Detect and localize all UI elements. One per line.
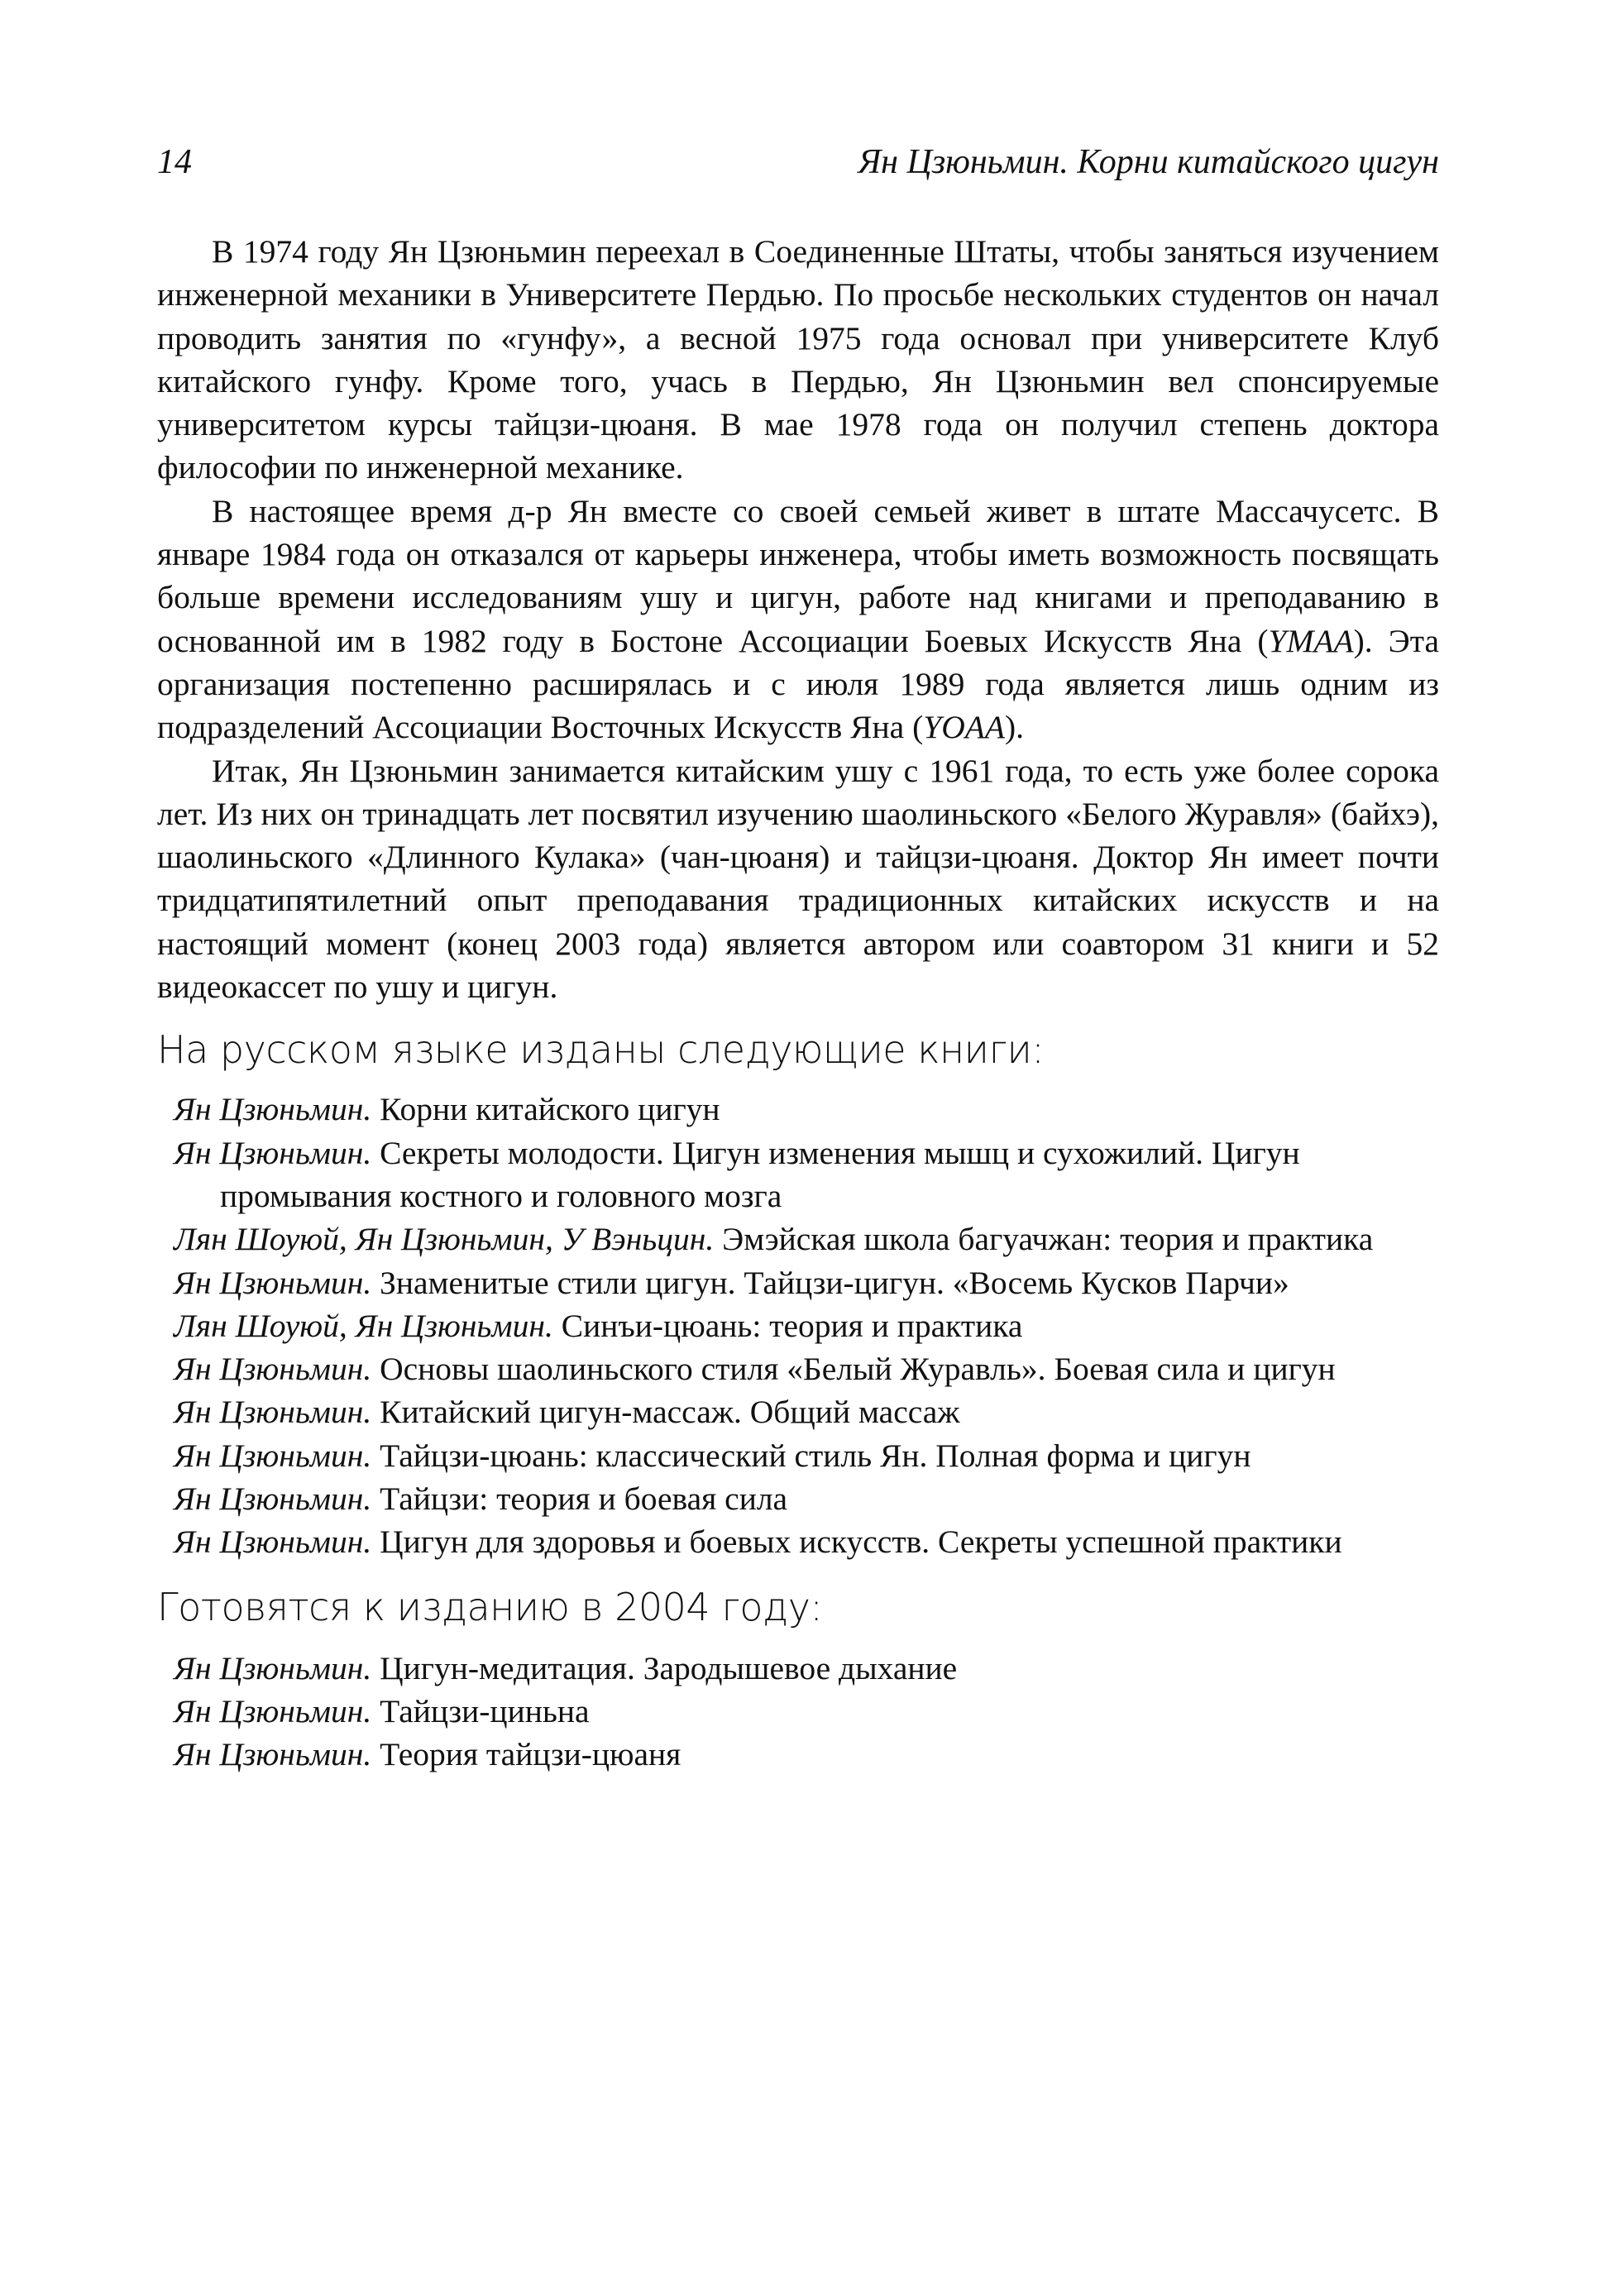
book-entry [157,1520,1439,1563]
book-entry [157,1733,1439,1776]
running-title: Ян Цзюньмин. Корни китайского цигун [858,143,1439,181]
book-entry [157,1088,1439,1131]
book-title: Основы шаолиньского стиля «Белый Журавль». Боевая сила и цигун [380,1351,1336,1388]
book-entry [157,1690,1439,1733]
published-books-heading: На русском языке изданы следующие книги: [157,1027,1045,1073]
book-entry [157,1217,1439,1260]
paragraph-2 [157,490,1439,749]
book-entry [157,1647,1439,1690]
book-entry [157,1434,1439,1477]
book-author: Ян Цзюньмин. [174,1480,372,1518]
book-author: Лян Шоуюй, Ян Цзюньмин, У Вэньцин. [174,1221,715,1258]
book-title: Знаменитые стили цигун. Тайцзи-цигун. «Восемь Кусков Парчи» [380,1264,1289,1301]
upcoming-books-list [157,1647,1439,1777]
book-author: Ян Цзюньмин. [174,1736,372,1773]
paragraph-3: Итак, Ян Цзюньмин занимается китайским ушу с 1961 года, то есть уже более сорока лет. Из них он тринадцать лет посвятил изучению шаолиньского «Белого Журавля» (байхэ), шаолиньского «Длинного Кулака» (чан-цюаня) и тайцзи-цюаня. Доктор Ян имеет почти тридцатипятилетний опыт преподавания традиционных китайских искусств и на настоящий момент (конец 2003 года) является автором или соавтором 31 книги и 52 видеокассет по ушу и цигун. [157,752,1439,1006]
page-number: 14 [157,143,192,181]
book-title: Цигун для здоровья и боевых искусств. Секреты успешной практики [380,1523,1342,1561]
book-author: Ян Цзюньмин. [174,1437,372,1474]
book-title: Китайский цигун-массаж. Общий массаж [380,1394,960,1431]
book-author: Ян Цзюньмин. [174,1264,372,1301]
abbr-ymaa: YMAA [1268,622,1354,659]
paragraph-2-text-c: ). [1004,709,1025,746]
book-title: Секреты молодости. Цигун изменения мышц и сухожилий. Цигун промывания костного и головного мозга [220,1134,1300,1214]
book-title: Тайцзи-цюань: классический стиль Ян. Полная форма и цигун [380,1437,1251,1474]
book-entry [157,1261,1439,1304]
upcoming-books-heading: Готовятся к изданию в 2004 году: [157,1584,823,1629]
book-author: Ян Цзюньмин. [174,1134,372,1171]
book-author: Ян Цзюньмин. [174,1523,372,1561]
book-title: Тайцзи: теория и боевая сила [380,1480,788,1518]
book-title: Тайцзи-циньна [380,1692,590,1729]
book-title: Синъи-цюань: теория и практика [561,1307,1023,1344]
paragraph-2-text-a: В настоящее время д-р Ян вместе со своей семьей живет в штате Массачусетс. В январе 1984 года он отказался от карьеры инженера, чтобы иметь возможность посвящать больше времени исследованиям ушу и цигун, работе над книгами и преподаванию в основанной им в 1982 году в Бостоне Ассоциации Боевых Искусств Яна ( [157,492,1439,659]
book-entry [157,1131,1439,1218]
book-entry [157,1477,1439,1520]
book-author: Ян Цзюньмин. [174,1091,372,1128]
book-title: Корни китайского цигун [380,1091,720,1128]
book-author: Ян Цзюньмин. [174,1649,372,1686]
book-entry [157,1304,1439,1347]
page-body [157,230,1439,1777]
book-title: Эмэйская школа багуачжан: теория и практика [722,1221,1374,1258]
book-author: Ян Цзюньмин. [174,1351,372,1388]
published-books-list [157,1088,1439,1563]
book-author: Лян Шоуюй, Ян Цзюньмин. [174,1307,553,1344]
abbr-yoaa: YOAA [923,709,1005,746]
book-author: Ян Цзюньмин. [174,1692,372,1729]
running-header [157,142,1439,192]
book-entry [157,1347,1439,1390]
book-title: Цигун-медитация. Зародышевое дыхание [380,1649,958,1686]
paragraph-2-text-b: ). Эта организация постепенно расширялась и с июля 1989 года является лишь одним из подразделений Ассоциации Восточных Искусств Яна ( [157,622,1439,746]
book-entry [157,1390,1439,1433]
book-title: Теория тайцзи-цюаня [380,1736,681,1773]
book-author: Ян Цзюньмин. [174,1394,372,1431]
paragraph-1: В 1974 году Ян Цзюньмин переехал в Соединенные Штаты, чтобы заняться изучением инженерной механики в Университете Пердью. По просьбе нескольких студентов он начал проводить занятия по «гунфу», а весной 1975 года основал при университете Клуб китайского гунфу. Кроме того, учась в Пердью, Ян Цзюньмин вел спонсируемые университетом курсы тайцзи-цюаня. В мае 1978 года он получил степень доктора философии по инженерной механике. [157,233,1439,486]
